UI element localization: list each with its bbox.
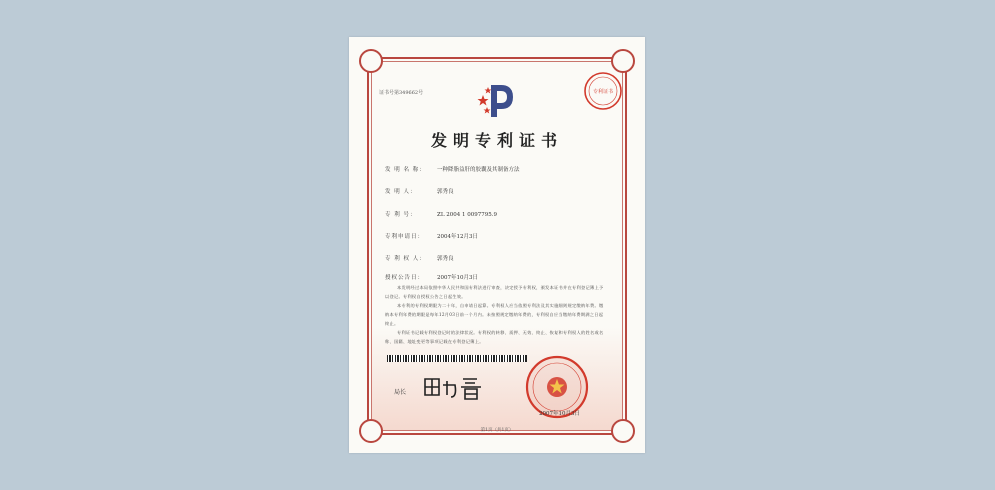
body-paragraph: 本发明经过本局依照中华人民共和国专利法进行审查，决定授予专利权，颁发本证书并在专利登记簿上予以登记。专利权自授权公告之日起生效。 — [385, 285, 604, 299]
red-stamp — [583, 71, 623, 111]
field-value: 一种降脂益肝的胶囊及其制备方法 — [437, 167, 520, 173]
field-value: 2004年12月3日 — [437, 234, 478, 240]
certificate-title: 发明专利证书 — [430, 131, 563, 150]
svg-text:专利证书: 专利证书 — [592, 89, 614, 95]
field-application-date — [385, 232, 478, 240]
field-patentee — [385, 254, 454, 262]
director-signature — [421, 373, 491, 401]
barcode — [387, 355, 527, 362]
body-paragraph: 专利证书记载专利权登记时的法律状况。专利权的转移、质押、无效、终止、恢复和专利权人的姓名或名称、国籍、地址变更等事项记载在专利登记簿上。 — [385, 330, 604, 344]
body-paragraph: 本专利的专利权期限为二十年，自申请日起算。专利权人应当依照专利法及其实施细则规定缴纳年费。缴纳本专利年费的期限是每年12月03日前一个月内。未按照规定缴纳年费的，专利权自应当缴纳年费期满之日起终止。 — [385, 303, 604, 326]
field-label: 授权公告日： — [385, 275, 425, 281]
field-label: 专利申请日： — [385, 234, 425, 240]
seal-date: 2007年10月3日 — [539, 411, 580, 417]
field-inventor — [385, 187, 454, 195]
field-grant-date — [385, 273, 478, 281]
field-label: 发 明 人： — [385, 189, 417, 195]
field-label: 专 利 号： — [385, 212, 417, 218]
field-patent-number — [385, 210, 497, 218]
patent-certificate — [349, 37, 645, 453]
patent-office-logo — [477, 81, 517, 121]
field-value: 郭秀良 — [437, 189, 454, 195]
field-value: ZL 2004 1 0097795.9 — [437, 212, 497, 218]
certificate-body-text — [385, 283, 607, 346]
corner-ornament — [359, 49, 383, 73]
field-value: 2007年10月3日 — [437, 275, 478, 281]
page-number: 第1页（共1页） — [480, 428, 514, 433]
field-label: 发 明 名 称： — [385, 167, 426, 173]
field-invention-name — [385, 165, 520, 173]
director-label: 局长 — [394, 389, 407, 396]
certificate-number: 证书号第349662号 — [379, 90, 424, 96]
field-value: 郭秀良 — [437, 256, 454, 262]
corner-ornament — [611, 49, 635, 73]
field-label: 专 利 权 人： — [385, 256, 426, 262]
